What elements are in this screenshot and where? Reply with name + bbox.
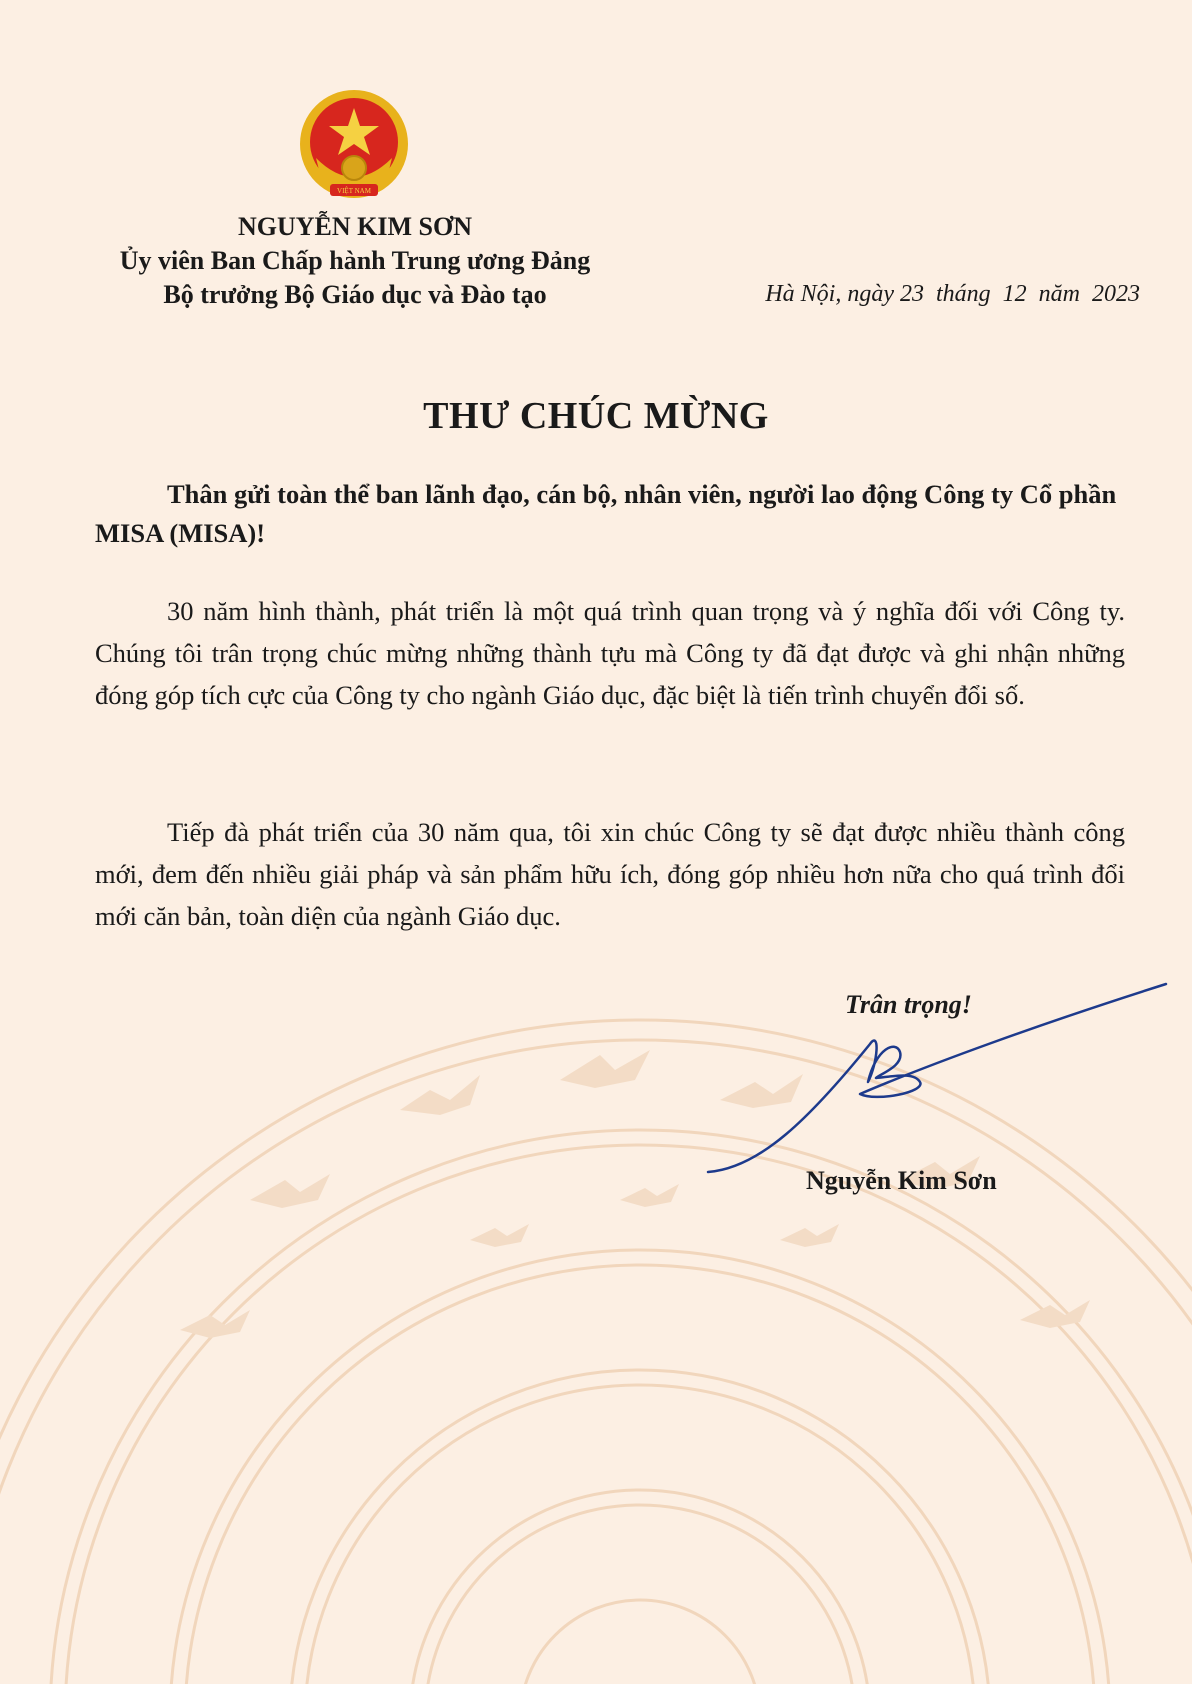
handwritten-signature — [700, 978, 1170, 1178]
national-emblem-icon — [296, 88, 412, 204]
body-paragraph-1: 30 năm hình thành, phát triển là một quá trình quan trọng và ý nghĩa đối với Công ty. Chúng tôi trân trọng chúc mừng những thành tựu mà Công ty đã đạt được và ghi nhận những đóng góp tích cực của Công ty cho ngành Giáo dục, đặc biệt là tiến trình chuyển đổi số. — [95, 596, 1125, 710]
greeting: Thân gửi toàn thể ban lãnh đạo, cán bộ, nhân viên, người lao động Công ty Cổ phần MISA (MISA)! — [95, 479, 1117, 548]
closing: Trân trọng! — [845, 990, 972, 1019]
letter-title: THƯ CHÚC MỪNG — [423, 395, 769, 437]
sender-block — [60, 210, 650, 312]
sender-position-1: Ủy viên Ban Chấp hành Trung ương Đảng — [119, 246, 591, 275]
body-paragraph-2: Tiếp đà phát triển của 30 năm qua, tôi xin chúc Công ty sẽ đạt được nhiều thành công mới, đem đến nhiều giải pháp và sản phẩm hữu ích, đóng góp nhiều hơn nữa cho quá trình đổi mới căn bản, toàn diện của ngành Giáo dục. — [95, 817, 1125, 931]
sender-position-2: Bộ trưởng Bộ Giáo dục và Đào tạo — [163, 280, 547, 309]
date-line: Hà Nội, ngày 23 tháng 12 năm 2023 — [765, 281, 1140, 307]
emblem-text: VIỆT NAM — [337, 187, 371, 195]
signer-name: Nguyễn Kim Sơn — [806, 1166, 997, 1195]
sender-name: NGUYỄN KIM SƠN — [237, 212, 472, 241]
